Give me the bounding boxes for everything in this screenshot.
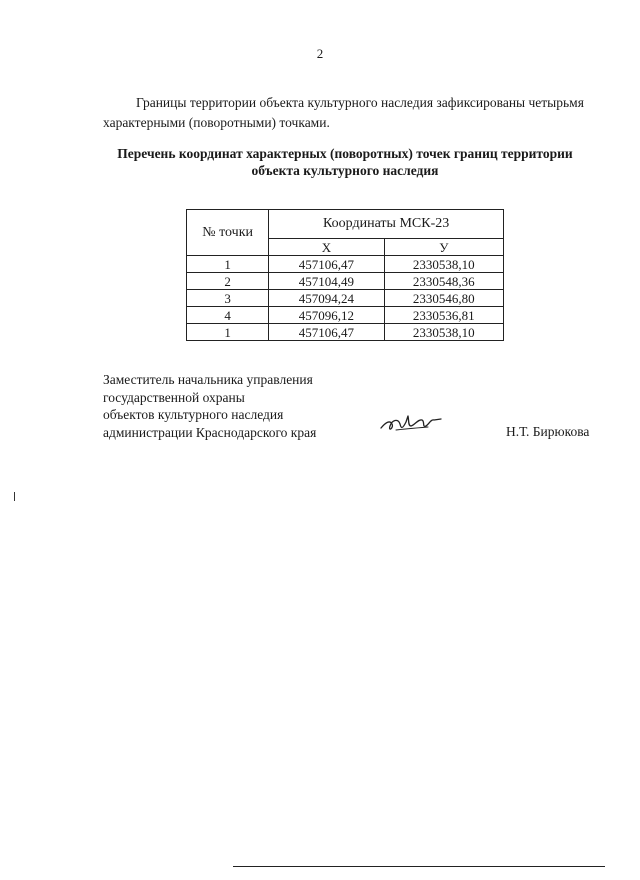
signatory-position xyxy=(103,371,316,441)
point-cell: 1 xyxy=(187,256,269,273)
coordinate-system-header: Координаты МСК-23 xyxy=(269,210,504,239)
point-cell: 4 xyxy=(187,307,269,324)
point-number-header: № точки xyxy=(187,210,269,256)
y-header: У xyxy=(384,239,503,256)
position-line: государственной охраны xyxy=(103,389,245,405)
footer-rule xyxy=(233,866,605,867)
table-row xyxy=(187,290,504,307)
x-cell: 457094,24 xyxy=(269,290,384,307)
y-cell: 2330546,80 xyxy=(384,290,503,307)
position-line: объектов культурного наследия xyxy=(103,407,284,422)
title-line-2: объекта культурного наследия xyxy=(251,163,439,178)
x-cell: 457096,12 xyxy=(269,307,384,324)
document-title xyxy=(80,145,610,179)
page-number: 2 xyxy=(316,46,324,61)
y-cell: 2330538,10 xyxy=(384,324,503,341)
position-line: Заместитель начальника управления xyxy=(103,372,313,387)
x-header: X xyxy=(269,239,384,256)
coordinates-table xyxy=(186,209,504,341)
point-cell: 1 xyxy=(187,324,269,341)
x-cell: 457106,47 xyxy=(269,256,384,273)
intro-paragraph: Границы территории объекта культурного наследия зафиксированы четырьмя характерными (поворотными) точками. xyxy=(103,95,584,130)
point-cell: 3 xyxy=(187,290,269,307)
table-row xyxy=(187,256,504,273)
position-line: администрации Краснодарского края xyxy=(103,424,317,440)
handwritten-signature xyxy=(378,410,448,438)
y-cell: 2330536,81 xyxy=(384,307,503,324)
table-row xyxy=(187,273,504,290)
signer-name: Н.Т. Бирюкова xyxy=(506,424,590,439)
x-cell: 457104,49 xyxy=(269,273,384,290)
x-cell: 457106,47 xyxy=(269,324,384,341)
y-cell: 2330538,10 xyxy=(384,256,503,273)
table-row xyxy=(187,307,504,324)
title-line-1: Перечень координат характерных (поворотных) точек границ территории xyxy=(117,146,573,161)
margin-mark xyxy=(14,492,15,501)
point-cell: 2 xyxy=(187,273,269,290)
y-cell: 2330548,36 xyxy=(384,273,503,290)
table-row xyxy=(187,324,504,341)
